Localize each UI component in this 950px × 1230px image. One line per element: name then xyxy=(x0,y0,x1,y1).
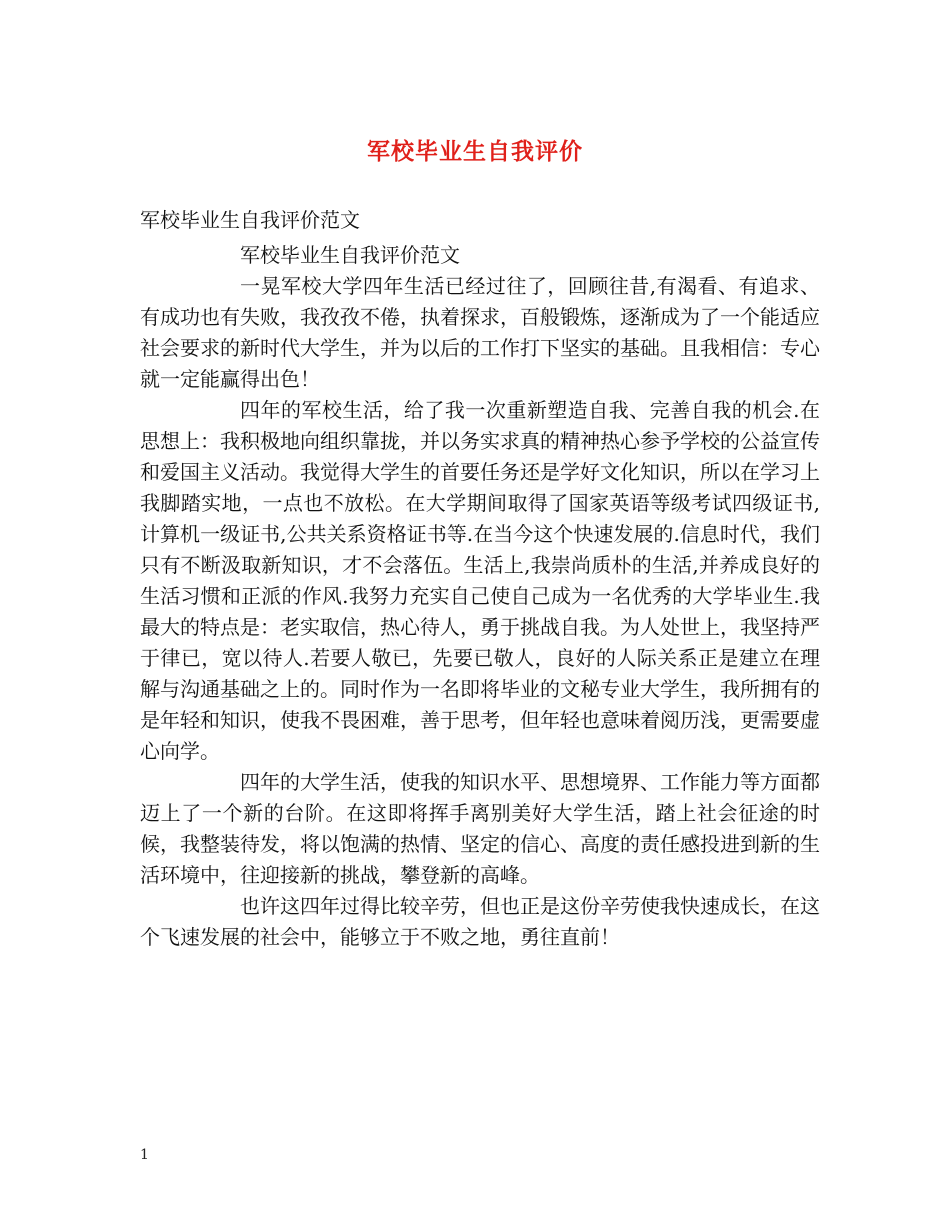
page-title: 军校毕业生自我评价 xyxy=(367,138,583,165)
paragraph-heading: 军校毕业生自我评价范文 xyxy=(240,243,460,267)
paragraph-intro: 一晃军校大学四年生活已经过往了，回顾往昔,有渴看、有追求、有成功也有失败，我孜孜不倦，执着探求，百般锻炼，逐渐成为了一个能适应社会要求的新时代大学生，并为以后的工作打下坚实的基础。且我相信：专心就一定能赢得出色！ xyxy=(140,274,820,391)
page-number: 1 xyxy=(140,1147,149,1163)
paragraph-conclusion: 也许这四年过得比较辛劳，但也正是这份辛劳使我快速成长，在这个飞速发展的社会中，能够立于不败之地，勇往直前！ xyxy=(140,894,820,949)
document-subtitle: 军校毕业生自我评价范文 xyxy=(140,208,360,232)
paragraph-campus-life: 四年的军校生活，给了我一次重新塑造自我、完善自我的机会.在思想上：我积极地向组织靠拢，并以务实求真的精神热心参予学校的公益宣传和爱国主义活动。我觉得大学生的首要任务还是学好文化知识，所以在学习上我脚踏实地，一点也不放松。在大学期间取得了国家英语等级考试四级证书,计算机一级证书,公共关系资格证书等.在当今这个快速发展的.信息时代，我们只有不断汲取新知识，才不会落伍。生活上,我崇尚质朴的生活,并养成良好的生活习惯和正派的作风.我努力充实自己使自己成为一名优秀的大学毕业生.我最大的特点是：老实取信，热心待人，勇于挑战自我。为人处世上，我坚持严于律已，宽以待人.若要人敬已，先要已敬人，良好的人际关系正是建立在理解与沟通基础之上的。同时作为一名即将毕业的文秘专业大学生，我所拥有的是年轻和知识，使我不畏困难，善于思考，但年轻也意味着阅历浅，更需要虚心向学。 xyxy=(140,398,820,763)
document-body xyxy=(140,205,820,953)
paragraph-growth: 四年的大学生活，使我的知识水平、思想境界、工作能力等方面都迈上了一个新的台阶。在这即将挥手离别美好大学生活，踏上社会征途的时候，我整装待发，将以饱满的热情、坚定的信心、高度的责任感投进到新的生活环境中，往迎接新的挑战，攀登新的高峰。 xyxy=(140,770,820,887)
